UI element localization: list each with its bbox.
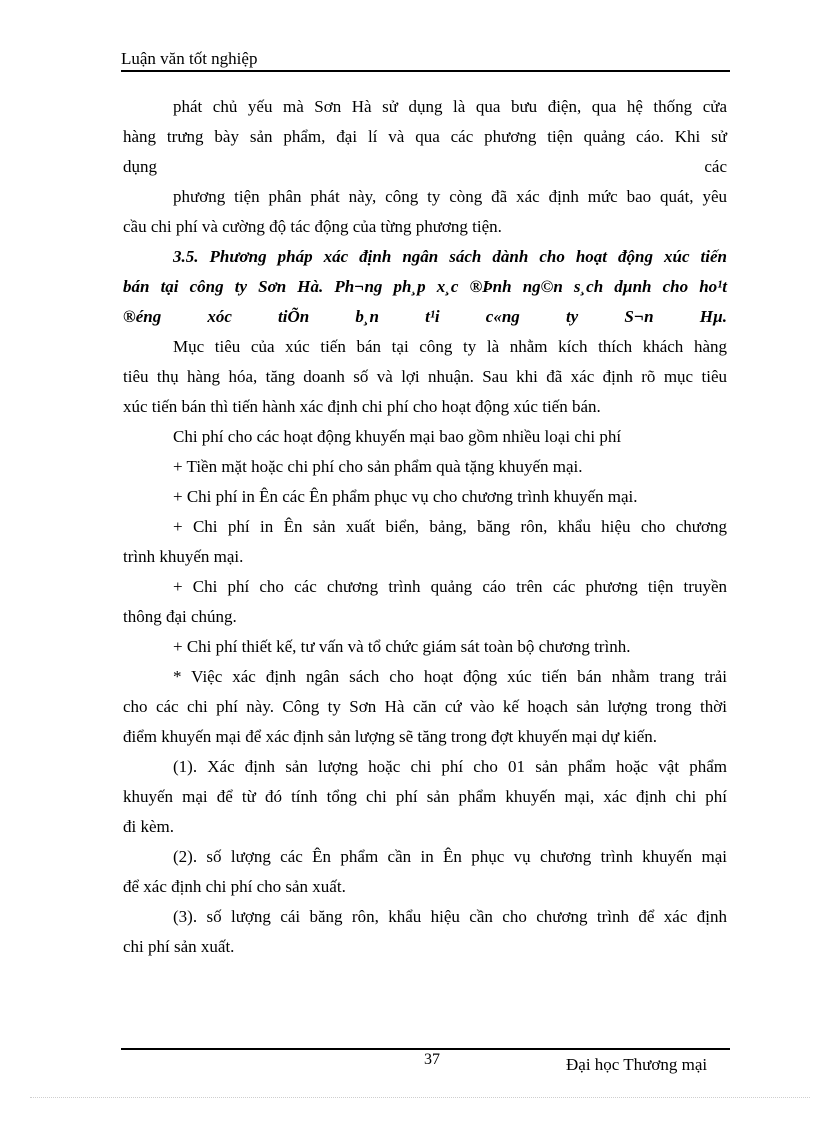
- body-line: phương tiện phân phát này, công ty còng đã xác định mức bao quát, yêu: [173, 187, 727, 206]
- body-line: chi phí sản xuất.: [123, 937, 235, 956]
- body-line: (2). số lượng các Ên phẩm cần in Ên phục vụ chương trình khuyến mại: [173, 847, 727, 866]
- list-item-line: + Chi phí cho các chương trình quảng cáo trên các phương tiện truyền: [173, 577, 727, 596]
- header-divider: [121, 70, 730, 72]
- body-line: để xác định chi phí cho sản xuất.: [123, 877, 346, 896]
- body-line: khuyến mại để từ đó tính tổng chi phí sản phẩm khuyến mại, xác định chi phí: [123, 787, 727, 806]
- body-line: các: [704, 157, 727, 176]
- body-line: dụng: [123, 157, 157, 176]
- page-number: 37: [424, 1051, 440, 1068]
- list-item-line: thông đại chúng.: [123, 607, 237, 626]
- body-line: Mục tiêu của xúc tiến bán tại công ty là nhằm kích thích khách hàng: [173, 337, 727, 356]
- body-line: xúc tiến bán thì tiến hành xác định chi phí cho hoạt động xúc tiến bán.: [123, 397, 601, 416]
- running-header-title: Luận văn tốt nghiệp: [121, 49, 258, 68]
- list-item-line: trình khuyến mại.: [123, 547, 244, 566]
- footer-school-name: Đại học Thương mại: [566, 1055, 708, 1074]
- page-edge-dotted-line: [30, 1097, 810, 1098]
- section-heading-line: 3.5. Phương pháp xác định ngân sách dành cho hoạt động xúc tiến: [173, 247, 727, 266]
- list-item-line: + Tiền mặt hoặc chi phí cho sản phẩm quà tặng khuyến mại.: [173, 457, 583, 476]
- body-line: Chi phí cho các hoạt động khuyến mại bao gồm nhiều loại chi phí: [173, 427, 622, 446]
- footer-divider: [121, 1048, 730, 1050]
- section-heading-line: bán tại công ty Sơn Hà. Ph¬ng ph¸p x¸c ®Þnh ng©n s¸ch dµnh cho ho¹t: [123, 277, 727, 296]
- body-line: (1). Xác định sản lượng hoặc chi phí cho 01 sản phẩm hoặc vật phẩm: [173, 757, 727, 776]
- body-line: phát chủ yếu mà Sơn Hà sử dụng là qua bưu điện, qua hệ thống cửa: [173, 97, 727, 116]
- list-item-line: + Chi phí thiết kế, tư vấn và tổ chức giám sát toàn bộ chương trình.: [173, 637, 631, 656]
- body-line: hàng trưng bày sản phẩm, đại lí và qua các phương tiện quảng cáo. Khi sử: [123, 127, 727, 146]
- body-line: cho các chi phí này. Công ty Sơn Hà căn cứ vào kế hoạch sản lượng trong thời: [123, 697, 727, 716]
- body-line: điểm khuyến mại để xác định sản lượng sẽ tăng trong đợt khuyến mại dự kiến.: [123, 727, 658, 746]
- body-line: cầu chi phí và cường độ tác động của từng phương tiện.: [123, 217, 502, 236]
- body-line: đi kèm.: [123, 817, 174, 836]
- list-item-line: + Chi phí in Ên các Ên phẩm phục vụ cho chương trình khuyến mại.: [173, 487, 638, 506]
- body-line: tiêu thụ hàng hóa, tăng doanh số và lợi nhuận. Sau khi đã xác định rõ mục tiêu: [123, 367, 727, 386]
- body-line: (3). số lượng cái băng rôn, khẩu hiệu cần cho chương trình để xác định: [173, 907, 727, 926]
- list-item-line: + Chi phí in Ên sản xuất biển, bảng, băng rôn, khẩu hiệu cho chương: [173, 517, 727, 536]
- body-line: * Việc xác định ngân sách cho hoạt động xúc tiến bán nhằm trang trải: [173, 667, 727, 686]
- section-heading-line: ®éng xóc tiÕn b¸n t¹i c«ng ty S¬n Hµ.: [123, 307, 727, 326]
